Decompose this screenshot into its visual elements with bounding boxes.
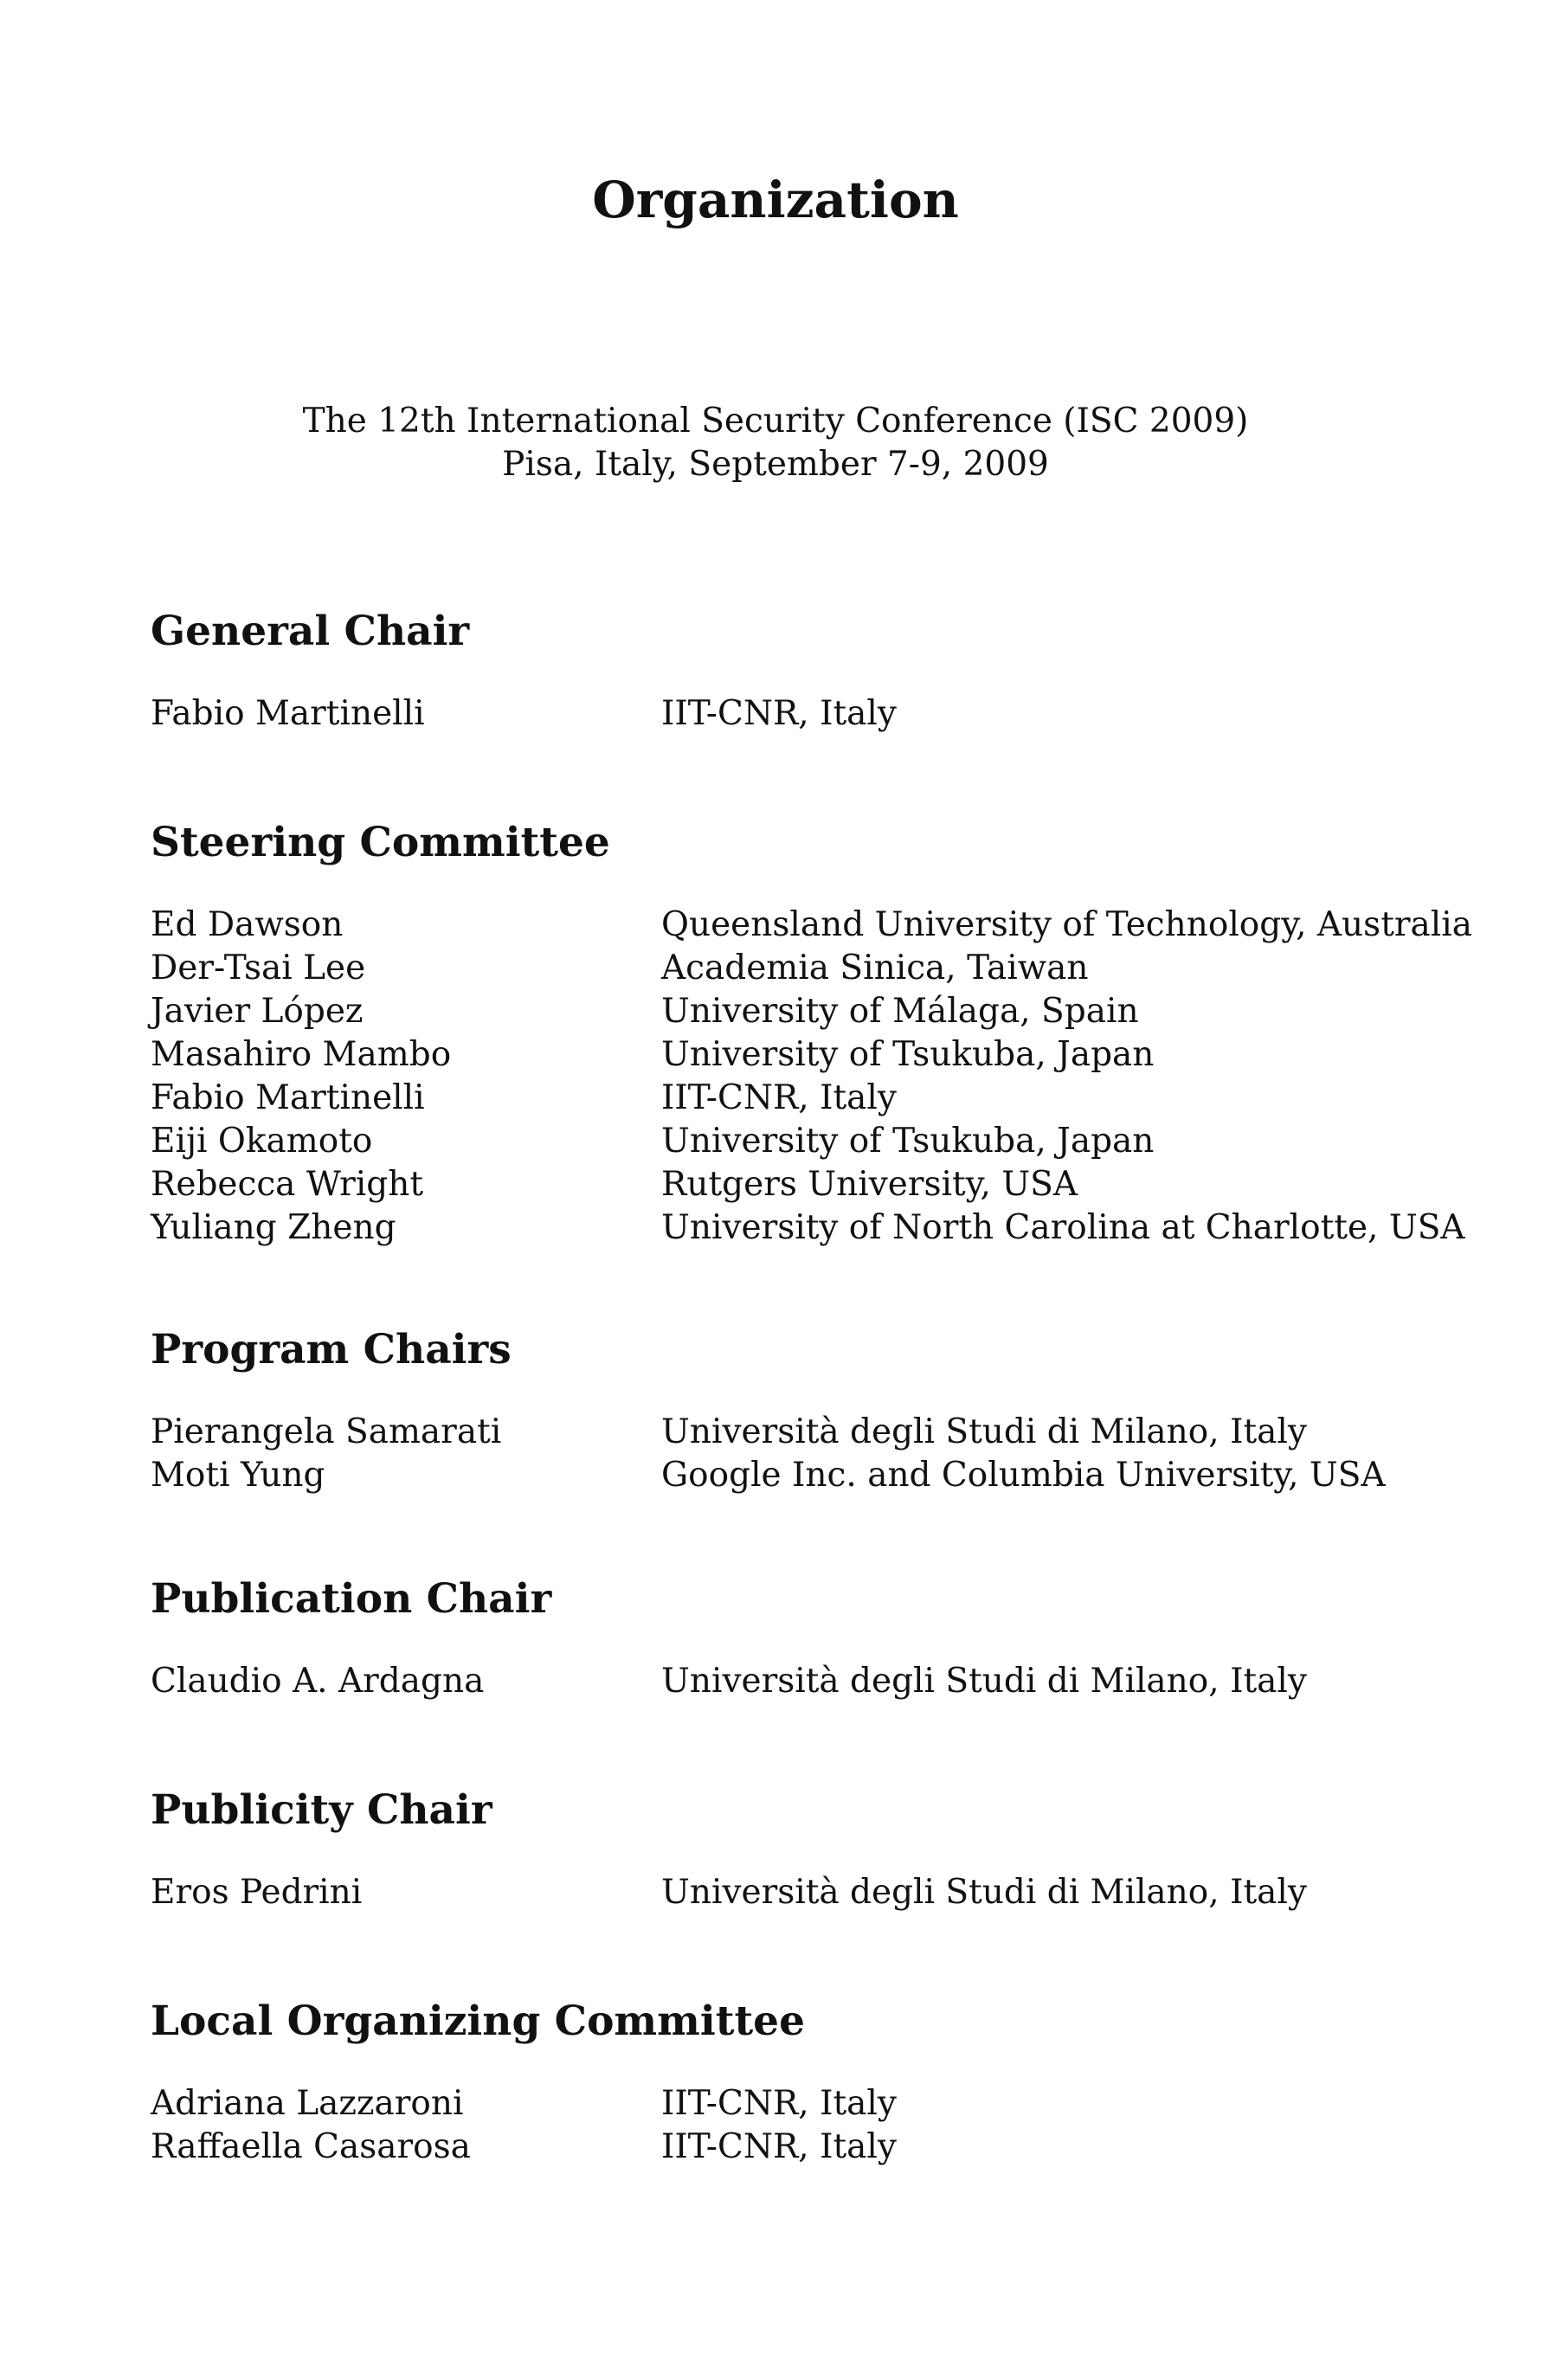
member-row <box>151 1077 1449 1120</box>
member-list <box>151 1660 1449 1703</box>
member-name: Raffaella Casarosa <box>151 2127 471 2166</box>
section-steering-committee <box>151 817 1472 1250</box>
member-affiliation: University of Tsukuba, Japan <box>661 1122 1155 1161</box>
page-title: Organization <box>592 170 959 229</box>
member-affiliation: Academia Sinica, Taiwan <box>661 949 1089 987</box>
member-list <box>151 692 1449 736</box>
member-affiliation: Google Inc. and Columbia University, USA <box>661 1456 1386 1495</box>
member-row <box>151 1454 1449 1497</box>
section-heading: General Chair <box>151 608 470 655</box>
section-heading: Publication Chair <box>151 1575 552 1623</box>
member-name: Eiji Okamoto <box>151 1122 373 1161</box>
member-name: Masahiro Mambo <box>151 1035 452 1074</box>
member-affiliation: University of Málaga, Spain <box>661 992 1139 1031</box>
member-affiliation: IIT-CNR, Italy <box>661 1078 897 1117</box>
member-name: Fabio Martinelli <box>151 694 425 733</box>
section-heading: Program Chairs <box>151 1326 512 1373</box>
member-name: Adriana Lazzaroni <box>151 2084 464 2123</box>
member-row <box>151 2082 1449 2126</box>
member-name: Der-Tsai Lee <box>151 949 366 987</box>
member-row <box>151 1206 1465 1250</box>
member-list <box>151 904 1472 1250</box>
member-name: Yuliang Zheng <box>151 1208 396 1247</box>
member-row <box>151 1033 1449 1077</box>
member-row <box>151 1120 1449 1163</box>
member-name: Moti Yung <box>151 1456 325 1495</box>
section-heading: Steering Committee <box>151 819 610 866</box>
member-name: Javier López <box>151 992 364 1031</box>
section-heading: Local Organizing Committee <box>151 1997 805 2045</box>
section-local-organizing-committee <box>151 1996 1449 2169</box>
conference-location-date: Pisa, Italy, September 7-9, 2009 <box>502 445 1049 484</box>
section-publicity-chair <box>151 1785 1449 1914</box>
conference-info <box>0 400 1551 486</box>
member-list <box>151 1411 1449 1497</box>
conference-name: The 12th International Security Conference (ISC 2009) <box>302 402 1249 441</box>
member-row <box>151 2126 1449 2169</box>
member-row <box>151 692 1449 736</box>
member-row <box>151 1871 1449 1914</box>
section-program-chairs <box>151 1324 1449 1497</box>
member-affiliation: University of Tsukuba, Japan <box>661 1035 1155 1074</box>
section-publication-chair <box>151 1573 1449 1703</box>
member-row <box>151 1411 1449 1454</box>
member-affiliation: Università degli Studi di Milano, Italy <box>661 1662 1307 1701</box>
member-name: Eros Pedrini <box>151 1873 363 1912</box>
member-row <box>151 947 1449 990</box>
member-affiliation: Queensland University of Technology, Australia <box>661 905 1472 944</box>
member-row <box>151 904 1472 947</box>
member-affiliation: Università degli Studi di Milano, Italy <box>661 1873 1307 1912</box>
member-affiliation: IIT-CNR, Italy <box>661 2084 897 2123</box>
member-name: Rebecca Wright <box>151 1165 424 1204</box>
member-row <box>151 1660 1449 1703</box>
member-affiliation: Università degli Studi di Milano, Italy <box>661 1412 1307 1451</box>
member-name: Fabio Martinelli <box>151 1078 425 1117</box>
member-list <box>151 1871 1449 1914</box>
member-affiliation: IIT-CNR, Italy <box>661 2127 897 2166</box>
member-affiliation: University of North Carolina at Charlotte, USA <box>661 1208 1465 1247</box>
member-affiliation: IIT-CNR, Italy <box>661 694 897 733</box>
section-heading: Publicity Chair <box>151 1786 492 1834</box>
member-row <box>151 990 1449 1033</box>
member-name: Pierangela Samarati <box>151 1412 502 1451</box>
member-name: Ed Dawson <box>151 905 344 944</box>
member-list <box>151 2082 1449 2169</box>
section-general-chair <box>151 606 1449 736</box>
member-row <box>151 1163 1449 1206</box>
member-affiliation: Rutgers University, USA <box>661 1165 1078 1204</box>
member-name: Claudio A. Ardagna <box>151 1662 485 1701</box>
